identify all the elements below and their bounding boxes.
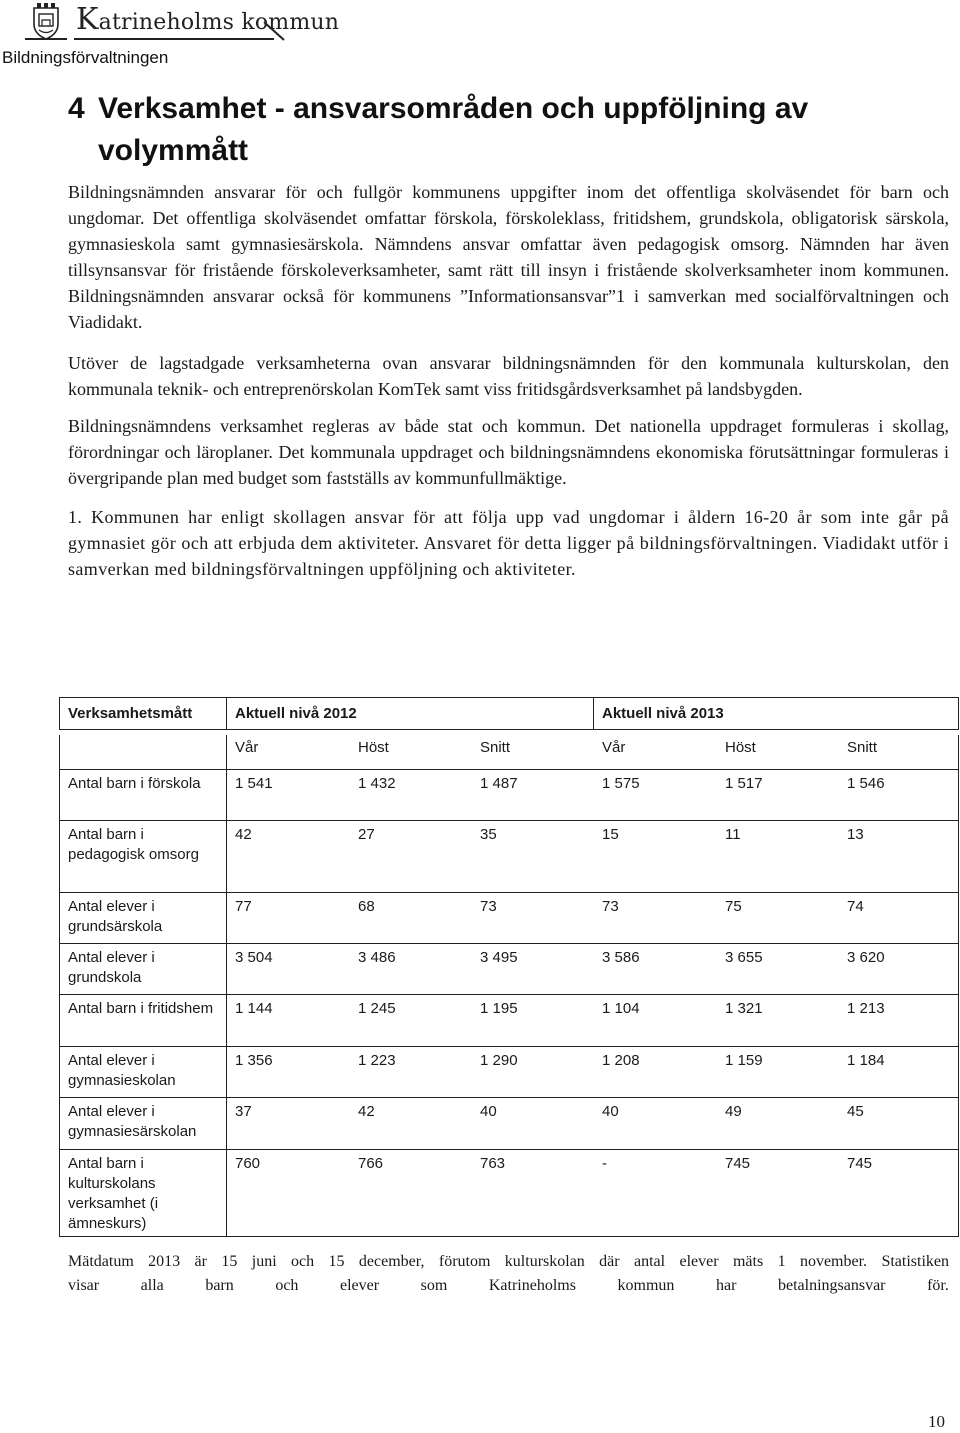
header-measure: Verksamhetsmått: [60, 698, 227, 729]
value-cell: 763: [480, 1155, 506, 1172]
value-cell: -: [602, 1155, 607, 1172]
value-cell: 68: [358, 898, 375, 915]
subheader-cell: Höst: [358, 739, 389, 756]
forvaltning-name: Bildningsförvaltningen: [2, 48, 169, 67]
table-row: [59, 892, 959, 944]
value-cell: 45: [847, 1103, 864, 1120]
footnote-word: kommun: [617, 1277, 675, 1294]
value-cell: 13: [847, 826, 864, 843]
section-number: 4: [68, 92, 85, 125]
footnote-word: och: [275, 1277, 299, 1294]
table-footnote-line-1: Mätdatum 2013 är 15 juni och 15 december, förutom kulturskolan där antal elever mäts 1 november. Statistiken: [68, 1253, 949, 1270]
header-rule-left: [25, 38, 67, 40]
value-cell: 745: [847, 1155, 873, 1172]
table-vertical-rule: [226, 735, 227, 1236]
value-cell: 3 620: [847, 949, 885, 966]
value-cell: 3 486: [358, 949, 396, 966]
subheader-cell: Höst: [725, 739, 756, 756]
value-cell: 1 208: [602, 1052, 640, 1069]
subheader-cell: Vår: [235, 739, 259, 756]
value-cell: 73: [602, 898, 619, 915]
value-cell: 1 245: [358, 1000, 396, 1017]
footnote-word: för.: [927, 1277, 949, 1294]
table-bottom-rule: [59, 1236, 959, 1237]
value-cell: 40: [480, 1103, 497, 1120]
footnote-word: som: [420, 1277, 448, 1294]
table-body: [59, 735, 959, 1236]
value-cell: 3 495: [480, 949, 518, 966]
footnote-word: elever: [340, 1277, 380, 1294]
value-cell: 3 586: [602, 949, 640, 966]
value-cell: 1 104: [602, 1000, 640, 1017]
table-subheader-row: [59, 735, 959, 769]
footnote-word: har: [715, 1277, 737, 1294]
row-label: Antal elever i grundsärskola: [68, 898, 163, 935]
table-row: [59, 1097, 959, 1150]
table-footnote-line-2: [68, 1274, 949, 1298]
value-cell: 40: [602, 1103, 619, 1120]
value-cell: 27: [358, 826, 375, 843]
kommun-name-initial: K: [76, 2, 99, 37]
table-row: [59, 943, 959, 995]
value-cell: 1 432: [358, 775, 396, 792]
value-cell: 37: [235, 1103, 252, 1120]
value-cell: 42: [358, 1103, 375, 1120]
value-cell: 1 487: [480, 775, 518, 792]
value-cell: 1 184: [847, 1052, 885, 1069]
kommun-name-rest: atrineholms kommun: [98, 10, 340, 35]
table-row: [59, 769, 959, 821]
value-cell: 1 321: [725, 1000, 763, 1017]
table-row: [59, 1046, 959, 1098]
value-cell: 745: [725, 1155, 751, 1172]
header-2013: Aktuell nivå 2013: [602, 705, 724, 722]
main-content: [68, 88, 949, 582]
value-cell: 1 541: [235, 775, 273, 792]
value-cell: 3 655: [725, 949, 763, 966]
value-cell: 1 213: [847, 1000, 885, 1017]
paragraph-regulation: Bildningsnämndens verksamhet regleras av både stat och kommun. Det nationella uppdraget formuleras i skollag, förordningar och läroplaner. Det kommunala uppdraget och bildningsnämndens ekonomiska förutsättningar formuleras i övergripande plan med budget som fastställs av kommunfullmäktige.: [68, 416, 949, 488]
paragraph-footnote-1: 1. Kommunen har enligt skollagen ansvar för att följa upp vad ungdomar i åldern 16-20 år som inte går på gymnasiet gör och att erbjuda dem aktiviteter. Ansvaret för detta ligger på bildningsförvaltningen. Viadidakt utför i samverkan med bildningsförvaltningen uppföljning och aktiviteter.: [68, 507, 949, 579]
page-number: 10: [928, 1412, 945, 1431]
value-cell: 1 144: [235, 1000, 273, 1017]
value-cell: 75: [725, 898, 742, 915]
value-cell: 1 195: [480, 1000, 518, 1017]
row-label: Antal barn i kulturskolans verksamhet (i ämneskurs): [68, 1155, 159, 1232]
section-heading: [68, 88, 949, 172]
row-label: Antal elever i grundskola: [68, 949, 155, 986]
value-cell: 42: [235, 826, 252, 843]
page-header: [0, 0, 960, 70]
value-cell: 760: [235, 1155, 261, 1172]
footnote-word: alla: [140, 1277, 164, 1294]
value-cell: 49: [725, 1103, 742, 1120]
value-cell: 1 517: [725, 775, 763, 792]
row-label: Antal barn i förskola: [68, 775, 201, 792]
subheader-cell: Snitt: [847, 739, 878, 756]
table-row: [59, 820, 959, 893]
footnote-word: Katrineholms: [488, 1277, 576, 1294]
value-cell: 1 159: [725, 1052, 763, 1069]
table-row: [59, 994, 959, 1047]
value-cell: 15: [602, 826, 619, 843]
table-header-row: [59, 697, 959, 730]
footnote-word: betalningsansvar: [777, 1277, 886, 1294]
value-cell: 77: [235, 898, 252, 915]
value-cell: 11: [725, 826, 741, 843]
row-label: Antal elever i gymnasiesärskolan: [68, 1103, 197, 1140]
paragraph-responsibilities: Bildningsnämnden ansvarar för och fullgör kommunens uppgifter inom det offentliga skolväsendet för barn och ungdomar. Det offentliga skolväsendet omfattar förskola, förskoleklass, fritidshem, grundskola, obligatorisk särskola, gymnasieskola samt gymnasiesärskola. Nämndens ansvar omfattar även pedagogisk omsorg. Nämnden har även tillsynsansvar för fristående förskoleverksamheter, samt rätt till insyn i fristående skolverksamheter inom kommunen. Bildningsnämnden ansvarar också för kommunens ”Informationsansvar”1 i samverkan med socialförvaltningen och Viadidakt.: [68, 182, 949, 332]
footnote-word: visar: [68, 1277, 100, 1294]
subheader-cell: Snitt: [480, 739, 511, 756]
section-title: Verksamhet - ansvarsområden och uppföljning av volymmått: [98, 92, 809, 167]
row-label: Antal barn i fritidshem: [68, 1000, 214, 1017]
header-rule-right: [74, 38, 274, 40]
value-cell: 73: [480, 898, 497, 915]
value-cell: 1 290: [480, 1052, 518, 1069]
value-cell: 766: [358, 1155, 384, 1172]
value-cell: 3 504: [235, 949, 273, 966]
table-vertical-rule: [958, 735, 959, 1236]
header-2012: Aktuell nivå 2012: [227, 698, 594, 729]
value-cell: 1 356: [235, 1052, 273, 1069]
value-cell: 74: [847, 898, 864, 915]
kommun-name: [76, 2, 339, 37]
header-slash-mark: [262, 20, 286, 42]
row-label: Antal elever i gymnasieskolan: [68, 1052, 176, 1089]
value-cell: 1 575: [602, 775, 640, 792]
value-cell: 1 223: [358, 1052, 396, 1069]
table-vertical-rule: [59, 735, 60, 1236]
footnote-word: barn: [205, 1277, 234, 1294]
subheader-cell: Vår: [602, 739, 626, 756]
table-row: [59, 1149, 959, 1237]
paragraph-additional: Utöver de lagstadgade verksamheterna ovan ansvarar bildningsnämnden för den kommunala kulturskolan, den kommunala teknik- och entreprenörskolan KomTek samt viss fritidsgårdsverksamhet på landsbygden.: [68, 353, 949, 399]
value-cell: 35: [480, 826, 497, 843]
row-label: Antal barn i pedagogisk omsorg: [68, 826, 199, 863]
value-cell: 1 546: [847, 775, 885, 792]
coat-of-arms-icon: [30, 2, 62, 40]
